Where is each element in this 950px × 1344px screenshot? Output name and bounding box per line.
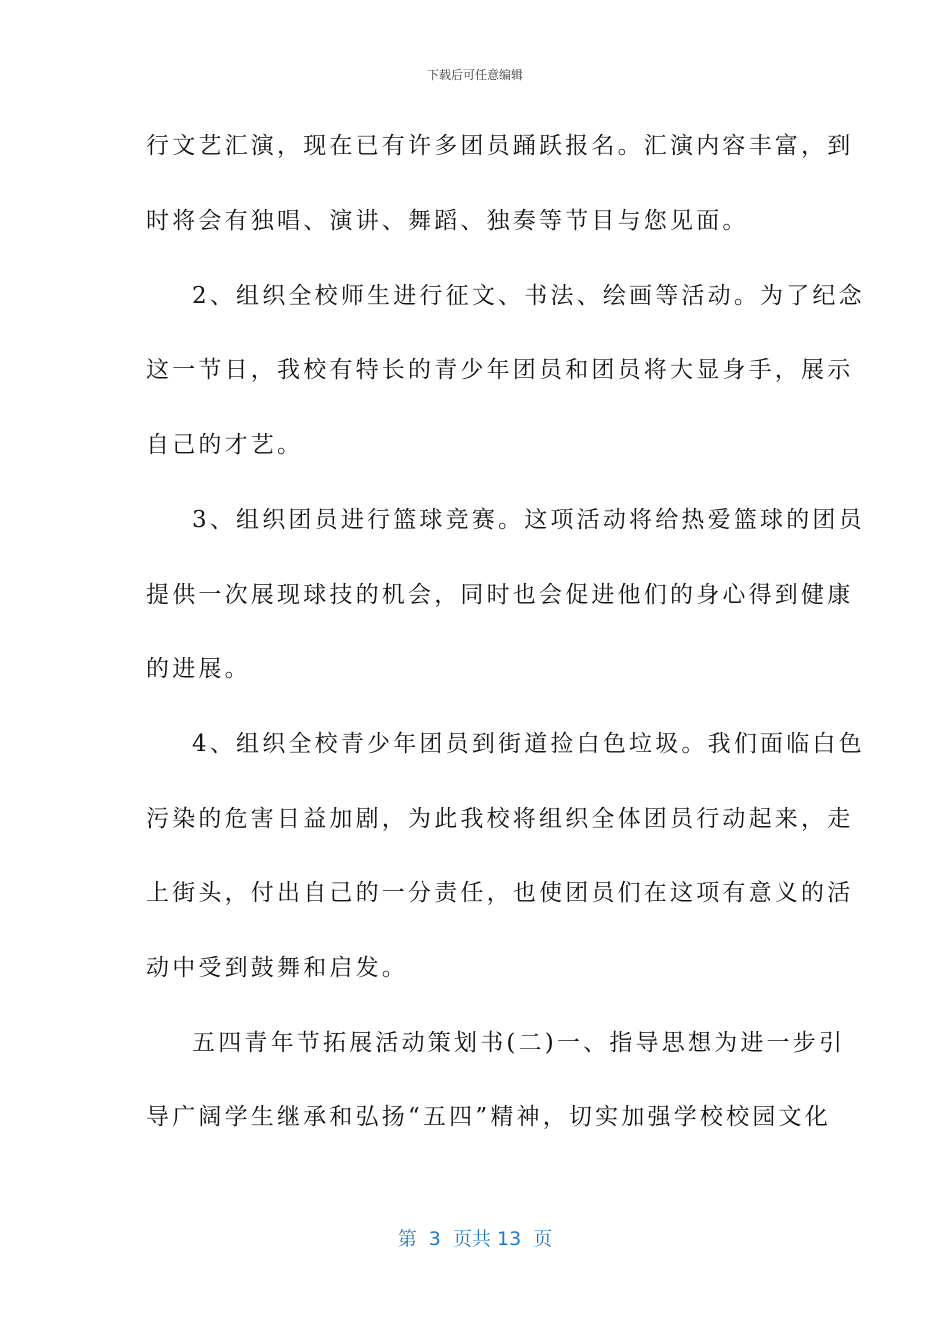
text-line: 时将会有独唱、演讲、舞蹈、独奏等节目与您见面。	[146, 208, 749, 234]
text-line: 导广阔学生继承和弘扬“五四”精神，切实加强学校校园文化	[146, 1104, 831, 1130]
text-line: 污染的危害日益加剧，为此我校将组织全体团员行动起来，走	[146, 806, 854, 832]
text-line: 自己的才艺。	[146, 432, 304, 458]
text-line: 上街头，付出自己的一分责任，也使团员们在这项有意义的活	[146, 880, 854, 906]
text-line: 的进展。	[146, 656, 251, 682]
text-line: 4、组织全校青少年团员到街道捡白色垃圾。我们面临白色	[192, 731, 865, 757]
header-note: 下载后可任意编辑	[426, 68, 523, 82]
text-line: 提供一次展现球技的机会，同时也会促进他们的身心得到健康	[146, 582, 854, 608]
text-line: 行文艺汇演，现在已有许多团员踊跃报名。汇演内容丰富，到	[146, 133, 854, 159]
text-line: 五四青年节拓展活动策划书(二)一、指导思想为进一步引	[192, 1030, 846, 1056]
text-line: 2、组织全校师生进行征文、书法、绘画等活动。为了纪念	[192, 283, 865, 309]
page-number-footer: 第 3 页共 13 页	[397, 1228, 553, 1250]
text-line: 3、组织团员进行篮球竞赛。这项活动将给热爱篮球的团员	[192, 507, 865, 533]
text-line: 这一节日，我校有特长的青少年团员和团员将大显身手，展示	[146, 357, 854, 383]
text-line: 动中受到鼓舞和启发。	[146, 955, 408, 981]
